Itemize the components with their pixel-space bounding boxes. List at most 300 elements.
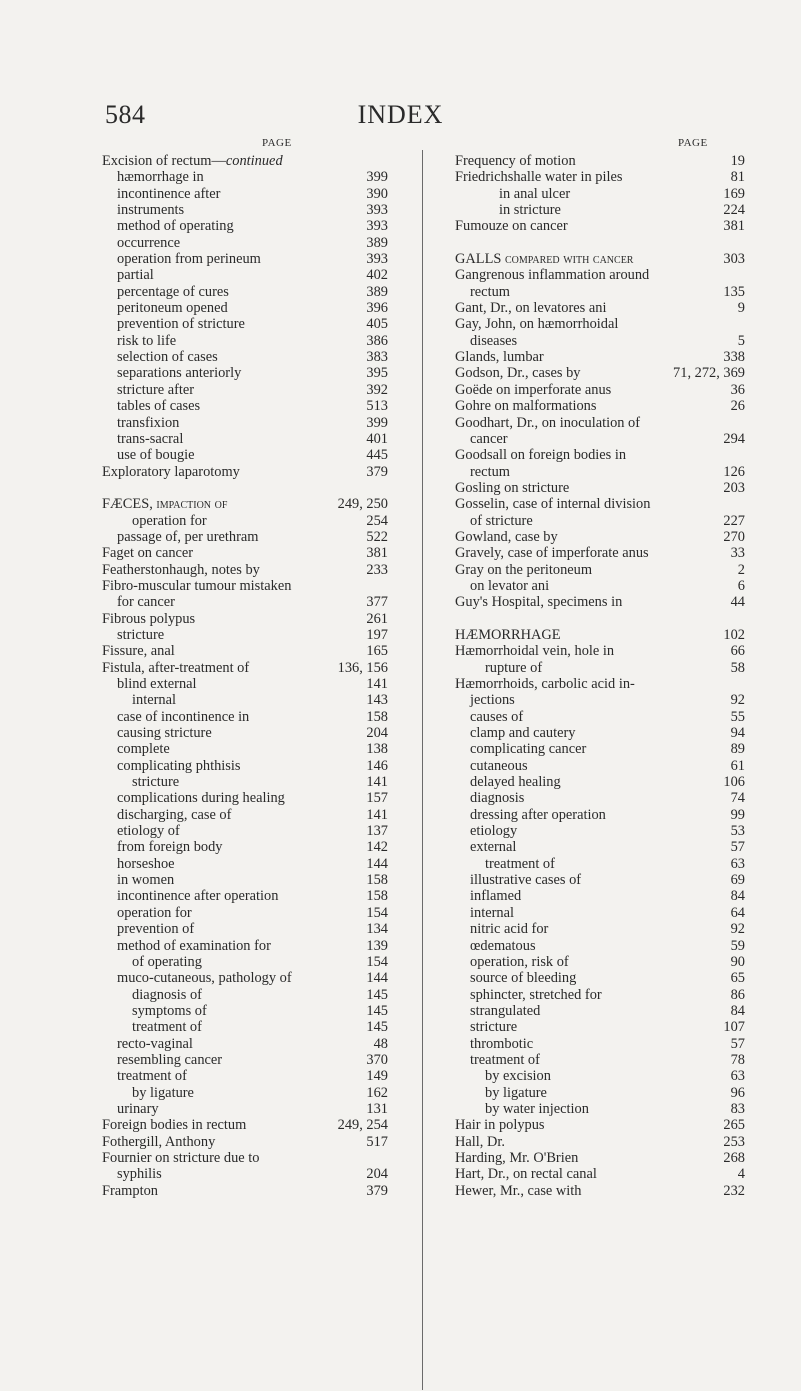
entry-term: treatment of xyxy=(117,1068,187,1085)
entry-term: treatment of xyxy=(470,1051,540,1068)
index-subentry xyxy=(102,1003,388,1019)
page-reference: 203 xyxy=(723,479,745,496)
entry-term: Fibrous polypus xyxy=(102,610,196,627)
index-subentry xyxy=(102,1052,388,1068)
page-reference: 4 xyxy=(737,1166,745,1183)
page-reference: 137 xyxy=(366,823,388,840)
page-reference: 136, 156 xyxy=(337,659,388,676)
entry-term: occurrence xyxy=(117,234,181,251)
entry-term: complete xyxy=(117,741,170,758)
page-reference: 386 xyxy=(366,332,388,349)
index-subentry xyxy=(455,905,745,921)
entry-term: on levator ani xyxy=(470,577,550,594)
page-reference: 249, 250 xyxy=(337,496,388,513)
page-reference: 370 xyxy=(366,1051,388,1068)
index-subentry xyxy=(102,1166,388,1182)
page-reference: 19 xyxy=(730,153,745,169)
page-reference: 57 xyxy=(730,1035,745,1052)
page-reference: 78 xyxy=(730,1051,745,1068)
index-entry xyxy=(102,562,388,578)
page-reference: 126 xyxy=(723,463,745,480)
index-subentry xyxy=(455,1019,745,1035)
entry-term: recto-vaginal xyxy=(117,1035,193,1052)
index-subentry xyxy=(455,790,745,806)
page-reference: 227 xyxy=(723,512,745,529)
index-subentry xyxy=(455,186,745,202)
index-entry xyxy=(455,1166,745,1182)
index-subentry xyxy=(455,1101,745,1117)
index-entry xyxy=(455,153,745,169)
page-reference: 270 xyxy=(723,528,745,545)
index-entry xyxy=(455,169,745,185)
index-entry xyxy=(455,545,745,561)
page-reference: 71, 272, 369 xyxy=(673,365,745,382)
index-subentry xyxy=(455,464,745,480)
entry-term: risk to life xyxy=(117,332,177,349)
index-subentry xyxy=(102,954,388,970)
page-reference: 204 xyxy=(366,1166,388,1183)
page-reference: 106 xyxy=(723,774,745,791)
index-entry xyxy=(102,1134,388,1150)
entry-term: Gowland, case by xyxy=(455,528,558,545)
page-reference: 162 xyxy=(366,1084,388,1101)
page-reference: 134 xyxy=(366,921,388,938)
page-reference: 5 xyxy=(737,332,745,349)
entry-term: complications during healing xyxy=(117,790,285,807)
index-entry xyxy=(102,153,388,169)
entry-term: stricture xyxy=(470,1019,518,1036)
entry-term: Godson, Dr., cases by xyxy=(455,365,581,382)
page-reference: 303 xyxy=(723,251,745,268)
index-subentry xyxy=(102,758,388,774)
entry-term: Fissure, anal xyxy=(102,643,175,660)
index-entry xyxy=(455,267,745,283)
index-subentry xyxy=(102,529,388,545)
page-reference: 48 xyxy=(373,1035,388,1052)
entry-term: by excision xyxy=(485,1068,551,1085)
entry-term: treatment of xyxy=(132,1019,202,1036)
index-subentry xyxy=(455,1052,745,1068)
entry-term: Goodsall on foreign bodies in xyxy=(455,447,627,464)
page-reference: 165 xyxy=(366,643,388,660)
index-entry xyxy=(455,643,745,659)
entry-term: diagnosis of xyxy=(132,986,202,1003)
page-reference: 65 xyxy=(730,970,745,987)
page-reference: 145 xyxy=(366,986,388,1003)
page-reference: 57 xyxy=(730,839,745,856)
index-subentry xyxy=(102,398,388,414)
entry-term: Goëde on imperforate anus xyxy=(455,381,612,398)
index-entry xyxy=(455,1117,745,1133)
index-column-left xyxy=(102,153,388,1199)
entry-term: instruments xyxy=(117,202,185,219)
entry-term: from foreign body xyxy=(117,839,223,856)
page-reference: 53 xyxy=(730,823,745,840)
page-reference: 144 xyxy=(366,855,388,872)
index-subentry xyxy=(102,839,388,855)
page-reference: 249, 254 xyxy=(337,1117,388,1134)
entry-term: method of examination for xyxy=(117,937,271,954)
page-reference: 204 xyxy=(366,725,388,742)
entry-term: Gant, Dr., on levatores ani xyxy=(455,300,607,317)
entry-term: Harding, Mr. O'Brien xyxy=(455,1149,579,1166)
entry-term: Gohre on malformations xyxy=(455,398,597,415)
page-reference: 145 xyxy=(366,1002,388,1019)
entry-term: diseases xyxy=(470,332,518,349)
index-entry xyxy=(455,251,745,267)
page-number: 584 xyxy=(105,100,146,129)
page-reference: 232 xyxy=(723,1182,745,1199)
page-reference: 92 xyxy=(730,921,745,938)
index-subentry xyxy=(102,333,388,349)
entry-term: internal xyxy=(470,904,514,921)
page-reference: 94 xyxy=(730,725,745,742)
entry-term: jections xyxy=(470,692,515,709)
index-subentry xyxy=(455,954,745,970)
page-reference: 64 xyxy=(730,904,745,921)
index-entry xyxy=(455,627,745,643)
index-subentry xyxy=(102,431,388,447)
entry-term: operation for xyxy=(117,904,192,921)
index-subentry xyxy=(455,872,745,888)
entry-term: hæmorrhage in xyxy=(117,169,204,186)
entry-term: strangulated xyxy=(470,1002,541,1019)
page-reference: 139 xyxy=(366,937,388,954)
index-subentry xyxy=(102,251,388,267)
index-subentry xyxy=(102,888,388,904)
page-reference: 145 xyxy=(366,1019,388,1036)
entry-term: in women xyxy=(117,872,175,889)
index-entry xyxy=(455,415,745,431)
page-reference: 390 xyxy=(366,185,388,202)
page-reference: 90 xyxy=(730,953,745,970)
page-reference: 158 xyxy=(366,872,388,889)
page-reference: 399 xyxy=(366,169,388,186)
index-entry xyxy=(102,611,388,627)
index-subentry xyxy=(102,365,388,381)
entry-term: delayed healing xyxy=(470,774,561,791)
page-reference: 261 xyxy=(366,610,388,627)
entry-term-italic: continued xyxy=(225,153,283,169)
index-subentry xyxy=(455,938,745,954)
index-subentry xyxy=(102,1019,388,1035)
page-reference: 445 xyxy=(366,447,388,464)
entry-term: treatment of xyxy=(485,855,555,872)
index-entry xyxy=(455,529,745,545)
page-reference: 84 xyxy=(730,1002,745,1019)
page-reference: 233 xyxy=(366,561,388,578)
entry-term: Frequency of motion xyxy=(455,153,576,169)
page-reference: 396 xyxy=(366,300,388,317)
page-reference: 107 xyxy=(723,1019,745,1036)
index-subentry xyxy=(102,594,388,610)
index-subentry xyxy=(102,823,388,839)
entry-term: causing stricture xyxy=(117,725,212,742)
entry-term: Hair in polypus xyxy=(455,1117,545,1134)
page-reference: 392 xyxy=(366,381,388,398)
page-reference: 402 xyxy=(366,267,388,284)
index-entry xyxy=(102,578,388,594)
entry-term: dressing after operation xyxy=(470,806,606,823)
page-reference: 131 xyxy=(366,1100,388,1117)
entry-term: tables of cases xyxy=(117,398,201,415)
index-subentry xyxy=(102,1036,388,1052)
page-reference: 401 xyxy=(366,430,388,447)
index-subentry xyxy=(102,774,388,790)
index-subentry xyxy=(102,709,388,725)
index-subentry xyxy=(455,1085,745,1101)
index-entry xyxy=(455,1134,745,1150)
index-subentry xyxy=(102,741,388,757)
page-reference: 395 xyxy=(366,365,388,382)
page-reference: 381 xyxy=(366,545,388,562)
index-subentry xyxy=(102,415,388,431)
entry-term: horseshoe xyxy=(117,855,175,872)
page-reference: 381 xyxy=(723,218,745,235)
index-subentry xyxy=(455,709,745,725)
index-subentry xyxy=(455,774,745,790)
page-reference: 389 xyxy=(366,283,388,300)
page-reference: 92 xyxy=(730,692,745,709)
index-subentry xyxy=(455,1003,745,1019)
entry-term: by water injection xyxy=(485,1100,589,1117)
index-subentry xyxy=(102,186,388,202)
index-subentry xyxy=(102,235,388,251)
entry-term: cancer xyxy=(470,430,508,447)
page-reference: 294 xyxy=(723,430,745,447)
index-subentry xyxy=(102,284,388,300)
page-reference: 66 xyxy=(730,643,745,660)
index-entry xyxy=(455,365,745,381)
page-reference: 9 xyxy=(737,300,745,317)
entry-term: Gravely, case of imperforate anus xyxy=(455,545,649,562)
page-reference: 405 xyxy=(366,316,388,333)
page-reference: 63 xyxy=(730,1068,745,1085)
index-column-right xyxy=(455,153,745,1199)
index-subentry xyxy=(102,790,388,806)
entry-term: œdematous xyxy=(470,937,536,954)
page-reference: 99 xyxy=(730,806,745,823)
index-entry xyxy=(455,562,745,578)
index-subentry xyxy=(455,431,745,447)
entry-term: urinary xyxy=(117,1100,159,1117)
page-reference: 377 xyxy=(366,594,388,611)
page-reference: 59 xyxy=(730,937,745,954)
entry-term: separations anteriorly xyxy=(117,365,242,382)
entry-term: discharging, case of xyxy=(117,806,232,823)
entry-term: external xyxy=(470,839,517,856)
entry-term: prevention of stricture xyxy=(117,316,245,333)
entry-term: Gay, John, on hæmorrhoidal xyxy=(455,316,619,333)
index-entry xyxy=(102,545,388,561)
index-entry xyxy=(455,676,745,692)
entry-term: incontinence after operation xyxy=(117,888,279,905)
page-reference: 58 xyxy=(730,659,745,676)
entry-term: for cancer xyxy=(117,594,175,611)
page-reference: 393 xyxy=(366,251,388,268)
index-subentry xyxy=(455,823,745,839)
page-reference: 141 xyxy=(366,676,388,692)
index-subentry xyxy=(455,692,745,708)
index-subentry xyxy=(455,725,745,741)
index-subentry xyxy=(455,856,745,872)
index-subentry xyxy=(102,169,388,185)
entry-term: muco-cutaneous, pathology of xyxy=(117,970,292,987)
entry-term: operation for xyxy=(132,512,207,529)
index-subentry xyxy=(455,333,745,349)
page-reference: 84 xyxy=(730,888,745,905)
index-subentry xyxy=(102,807,388,823)
index-entry xyxy=(455,349,745,365)
index-entry xyxy=(455,447,745,463)
index-subentry xyxy=(455,758,745,774)
entry-term: etiology of xyxy=(117,823,180,840)
index-entry xyxy=(102,1117,388,1133)
index-subentry xyxy=(102,938,388,954)
page-reference: 265 xyxy=(723,1117,745,1134)
entry-term: FÆCES, impaction of xyxy=(102,496,228,513)
entry-term: selection of cases xyxy=(117,349,218,366)
page-reference: 517 xyxy=(366,1133,388,1150)
entry-term: in stricture xyxy=(499,202,561,219)
page-reference: 149 xyxy=(366,1068,388,1085)
entry-term: stricture xyxy=(132,774,180,791)
entry-term: Hart, Dr., on rectal canal xyxy=(455,1166,597,1183)
entry-term: Fothergill, Anthony xyxy=(102,1133,216,1150)
index-subentry xyxy=(455,1068,745,1084)
index-subentry xyxy=(455,839,745,855)
page-reference: 268 xyxy=(723,1149,745,1166)
page-reference: 393 xyxy=(366,202,388,219)
page-reference: 383 xyxy=(366,349,388,366)
page-reference: 141 xyxy=(366,806,388,823)
page-reference: 2 xyxy=(737,561,745,578)
entry-term: Fistula, after-treatment of xyxy=(102,659,250,676)
entry-term: stricture xyxy=(117,626,165,643)
index-subentry xyxy=(455,921,745,937)
page-reference: 143 xyxy=(366,692,388,709)
entry-term: by ligature xyxy=(485,1084,547,1101)
entry-term: syphilis xyxy=(117,1166,162,1183)
entry-term: thrombotic xyxy=(470,1035,534,1052)
index-subentry xyxy=(102,513,388,529)
index-entry xyxy=(455,1183,745,1199)
page-reference: 26 xyxy=(730,398,745,415)
page-reference: 142 xyxy=(366,839,388,856)
index-subentry xyxy=(102,1101,388,1117)
entry-term: in anal ulcer xyxy=(499,185,571,202)
page-reference: 338 xyxy=(723,349,745,366)
page-reference: 154 xyxy=(366,953,388,970)
entry-term: HÆMORRHAGE xyxy=(455,626,561,643)
entry-term: Gray on the peritoneum xyxy=(455,561,593,578)
page-reference: 74 xyxy=(730,790,745,807)
page-reference: 379 xyxy=(366,1182,388,1199)
page-reference: 513 xyxy=(366,398,388,415)
page-reference: 6 xyxy=(737,577,745,594)
index-subentry xyxy=(102,872,388,888)
entry-term: Friedrichshalle water in piles xyxy=(455,169,623,186)
entry-term: symptoms of xyxy=(132,1002,207,1019)
page-reference: 81 xyxy=(730,169,745,186)
page-header xyxy=(0,100,801,134)
index-subentry xyxy=(102,316,388,332)
index-entry xyxy=(455,382,745,398)
entry-term: of operating xyxy=(132,953,202,970)
entry-term: peritoneum opened xyxy=(117,300,228,317)
entry-term: inflamed xyxy=(470,888,522,905)
index-subentry xyxy=(102,447,388,463)
entry-term: sphincter, stretched for xyxy=(470,986,602,1003)
entry-term: percentage of cures xyxy=(117,283,229,300)
index-subentry xyxy=(102,725,388,741)
index-entry xyxy=(455,218,745,234)
entry-term: complicating phthisis xyxy=(117,757,241,774)
index-entry xyxy=(455,594,745,610)
page-reference: 86 xyxy=(730,986,745,1003)
page-reference: 399 xyxy=(366,414,388,431)
page-reference: 197 xyxy=(366,626,388,643)
index-subentry xyxy=(102,218,388,234)
index-subentry xyxy=(455,970,745,986)
page-reference: 69 xyxy=(730,872,745,889)
entry-term: source of bleeding xyxy=(470,970,577,987)
page-reference: 44 xyxy=(730,594,745,611)
index-entry xyxy=(102,464,388,480)
index-subentry xyxy=(455,513,745,529)
entry-term: Foreign bodies in rectum xyxy=(102,1117,247,1134)
index-subentry xyxy=(455,284,745,300)
index-entry xyxy=(102,1150,388,1166)
section-gap xyxy=(102,480,388,496)
entry-term: trans-sacral xyxy=(117,430,184,447)
page-reference: 61 xyxy=(730,757,745,774)
entry-term: illustrative cases of xyxy=(470,872,582,889)
entry-term: clamp and cautery xyxy=(470,725,576,742)
entry-term: by ligature xyxy=(132,1084,194,1101)
page-reference: 379 xyxy=(366,463,388,480)
index-entry xyxy=(102,643,388,659)
index-subentry xyxy=(102,300,388,316)
entry-term: cutaneous xyxy=(470,757,528,774)
entry-term: internal xyxy=(132,692,176,709)
entry-term: Guy's Hospital, specimens in xyxy=(455,594,623,611)
entry-term: Featherstonhaugh, notes by xyxy=(102,561,260,578)
entry-term: Faget on cancer xyxy=(102,545,194,562)
index-subentry xyxy=(455,807,745,823)
page-reference: 254 xyxy=(366,512,388,529)
entry-term: Hall, Dr. xyxy=(455,1133,505,1150)
page-title: INDEX xyxy=(357,100,444,129)
entry-term: diagnosis xyxy=(470,790,525,807)
page-reference: 158 xyxy=(366,708,388,725)
entry-term: Gosselin, case of internal division xyxy=(455,496,651,513)
index-entry xyxy=(102,1183,388,1199)
page-reference: 135 xyxy=(723,283,745,300)
index-subentry xyxy=(102,692,388,708)
index-entry xyxy=(102,496,388,512)
entry-term: prevention of xyxy=(117,921,195,938)
entry-term: transfixion xyxy=(117,414,180,431)
page-reference: 158 xyxy=(366,888,388,905)
entry-term: case of incontinence in xyxy=(117,708,250,725)
index-subentry xyxy=(102,921,388,937)
page-reference: 157 xyxy=(366,790,388,807)
section-gap xyxy=(455,235,745,251)
entry-term: Hæmorrhoidal vein, hole in xyxy=(455,643,615,660)
page-reference: 33 xyxy=(730,545,745,562)
page-reference: 154 xyxy=(366,904,388,921)
